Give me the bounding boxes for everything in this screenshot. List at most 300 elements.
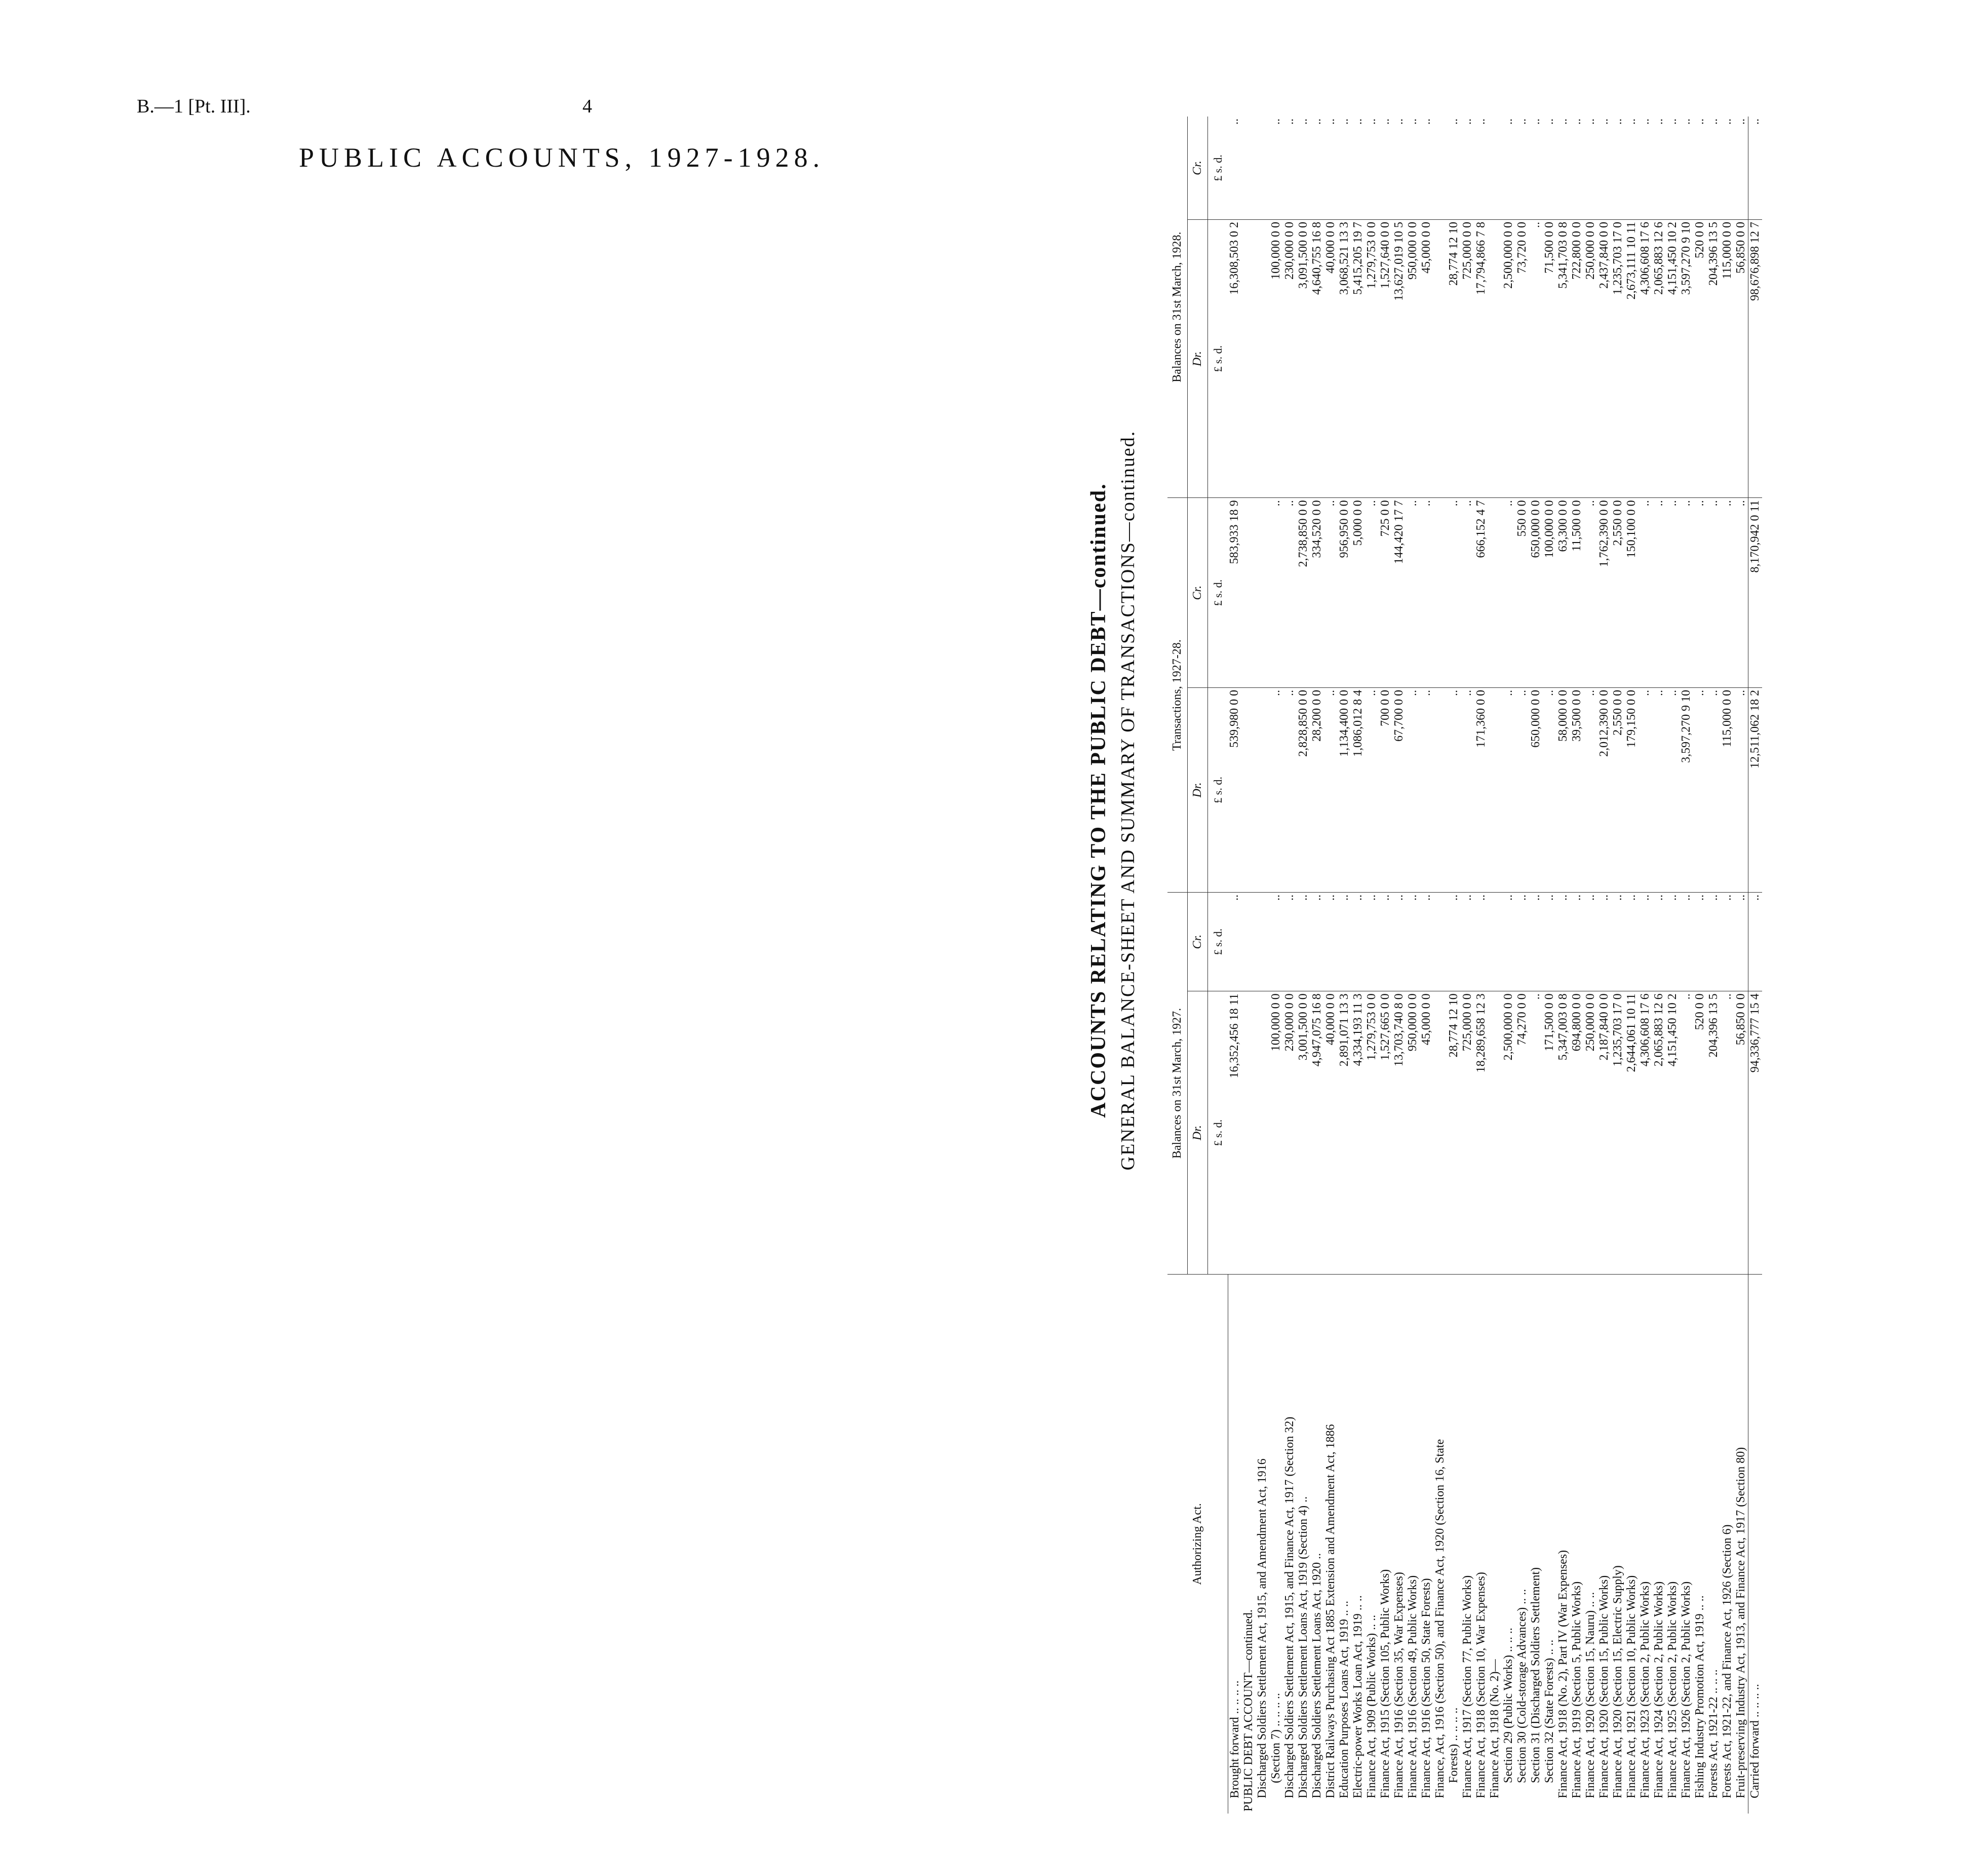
balance-sheet-table: [1167, 117, 1762, 1814]
col-balances-1927: Balances on 31st March, 1927.: [1167, 892, 1188, 1274]
cell-value: ..: [1379, 117, 1392, 219]
table-row: [1556, 117, 1570, 1814]
cell-value: 3,597,270 9 10: [1680, 219, 1693, 497]
cell-act: Finance Act, 1909 (Public Works) .. ..: [1365, 1614, 1378, 1798]
cell-act: Finance Act, 1918 (No. 2)—: [1488, 1659, 1501, 1798]
cell-value: ..: [1474, 892, 1488, 991]
cell-value: ..: [1515, 117, 1529, 219]
table-row: [1338, 117, 1351, 1814]
cell-value: ..: [1543, 687, 1556, 892]
cell-value: ..: [1529, 892, 1543, 991]
cell-value: 1,527,665 0 0: [1379, 991, 1392, 1275]
table-row: [1502, 117, 1515, 1814]
cell-value: ..: [1502, 117, 1515, 219]
cell-act: Finance Act, 1926 (Section 2, Public Works): [1679, 1581, 1693, 1798]
cell-value: ..: [1269, 892, 1283, 991]
cell-act: Electric-power Works Loan Act, 1919 .. ..: [1351, 1595, 1365, 1798]
cell-value: 2,828,850 0 0: [1297, 687, 1310, 892]
totals-row: [1748, 117, 1762, 1814]
cell-value: [1488, 991, 1502, 1275]
cell-value: ..: [1324, 892, 1338, 991]
cell-value: ..: [1597, 117, 1611, 219]
cell-act: Section 31 (Discharged Soldiers Settlement): [1529, 1567, 1542, 1783]
cell-value: ..: [1297, 892, 1310, 991]
table-row: [1242, 117, 1256, 1814]
units: £ s. d.: [1208, 498, 1228, 688]
cell-value: 4,640,755 16 8: [1310, 219, 1324, 497]
cell-value: ..: [1461, 892, 1474, 991]
cell-value: ..: [1392, 892, 1406, 991]
cell-value: ..: [1639, 498, 1652, 688]
table-row: [1611, 117, 1625, 1814]
cell-value: ..: [1351, 117, 1365, 219]
cell-value: 2,500,000 0 0: [1502, 219, 1515, 497]
cell-value: 722,800 0 0: [1570, 219, 1584, 497]
cell-value: ..: [1584, 117, 1597, 219]
cell-act: Finance Act, 1916 (Section 49, Public Works): [1406, 1575, 1419, 1798]
cell-value: 18,289,658 12 3: [1474, 991, 1488, 1275]
cell-value: 179,150 0 0: [1625, 687, 1639, 892]
table-row: [1584, 117, 1597, 1814]
cell-value: 4,151,450 10 2: [1666, 219, 1680, 497]
col-cr: Cr.: [1188, 117, 1208, 219]
cell-value: [1433, 117, 1447, 219]
cell-value: ..: [1584, 892, 1597, 991]
cell-value: 73,720 0 0: [1515, 219, 1529, 497]
cell-act: Fishing Industry Promotion Act, 1919 .. ..: [1693, 1595, 1706, 1798]
cell-value: ..: [1680, 117, 1693, 219]
cell-act: Finance Act, 1920 (Section 15, Public Works): [1597, 1575, 1611, 1798]
cell-act: Finance, Act, 1916 (Section 50), and Finance Act, 1920 (Section 16, State: [1433, 1439, 1447, 1798]
col-dr: Dr.: [1188, 219, 1208, 497]
cell-act: Finance Act, 1918 (No. 2), Part IV (War Expenses): [1556, 1550, 1570, 1798]
cell-value: 2,012,390 0 0: [1597, 687, 1611, 892]
cell-value: ..: [1365, 117, 1379, 219]
cell-value: ..: [1693, 498, 1707, 688]
cell-value: 28,774 12 10: [1447, 991, 1461, 1275]
cell-act: District Railways Purchasing Act 1885 Extension and Amendment Act, 1886: [1323, 1424, 1337, 1798]
cell-value: [1433, 991, 1447, 1275]
cell-value: ..: [1283, 498, 1297, 688]
cell-value: 28,200 0 0: [1310, 687, 1324, 892]
cell-value: ..: [1666, 117, 1680, 219]
cell-value: ..: [1570, 892, 1584, 991]
cell-value: [1242, 498, 1256, 688]
cell-value: 2,644,061 10 11: [1625, 991, 1639, 1275]
cell-value: ..: [1461, 117, 1474, 219]
page-number: 4: [582, 96, 592, 117]
cell-value: ..: [1693, 892, 1707, 991]
table-row: [1379, 117, 1392, 1814]
cell-value: ..: [1707, 687, 1721, 892]
rotated-table-block: [1086, 117, 1988, 1814]
cell-value: [1433, 892, 1447, 991]
table-body: [1228, 117, 1748, 1814]
cell-value: ..: [1502, 687, 1515, 892]
cell-value: 74,270 0 0: [1515, 991, 1529, 1275]
cell-value: ..: [1447, 687, 1461, 892]
cell-value: ..: [1652, 117, 1666, 219]
cell-value: 1,527,640 0 0: [1379, 219, 1392, 497]
table-subtitle: GENERAL BALANCE-SHEET AND SUMMARY OF TRANSACTIONS—continued.: [1117, 430, 1139, 1171]
cell-act: Education Purposes Loans Act, 1919 .. ..: [1337, 1601, 1351, 1798]
cell-value: 144,420 17 7: [1392, 498, 1406, 688]
cell-value: 334,520 0 0: [1310, 498, 1324, 688]
cell-value: 56,850 0 0: [1734, 991, 1748, 1275]
cell-value: ..: [1283, 687, 1297, 892]
cell-value: ..: [1734, 117, 1748, 219]
cell-value: ..: [1666, 892, 1680, 991]
cell-value: ..: [1283, 892, 1297, 991]
cell-value: 98,676,898 12 7: [1748, 219, 1762, 497]
cell-value: [1433, 498, 1447, 688]
cell-value: ..: [1297, 117, 1310, 219]
table-row: [1269, 117, 1283, 1814]
cell-value: [1256, 687, 1269, 892]
cell-value: [1242, 991, 1256, 1275]
cell-value: ..: [1324, 687, 1338, 892]
cell-act: Finance Act, 1918 (Section 10, War Expenses): [1474, 1572, 1488, 1798]
cell-value: 2,550 0 0: [1611, 687, 1625, 892]
units: £ s. d.: [1208, 117, 1228, 219]
cell-value: ..: [1365, 687, 1379, 892]
cell-act: Discharged Soldiers Settlement Loans Act, 1919 (Section 4) ..: [1296, 1496, 1310, 1798]
cell-value: 45,000 0 0: [1420, 219, 1433, 497]
cell-value: 58,000 0 0: [1556, 687, 1570, 892]
cell-value: ..: [1447, 498, 1461, 688]
cell-act: Discharged Soldiers Settlement Loans Act, 1920 ..: [1310, 1553, 1323, 1798]
cell-value: 520 0 0: [1693, 991, 1707, 1275]
cell-value: 1,279,753 0 0: [1365, 991, 1379, 1275]
cell-value: ..: [1734, 892, 1748, 991]
cell-value: ..: [1556, 892, 1570, 991]
cell-value: ..: [1447, 117, 1461, 219]
cell-value: 956,950 0 0: [1338, 498, 1351, 688]
document-reference: B.—1 [Pt. III].: [137, 96, 251, 117]
cell-value: 150,100 0 0: [1625, 498, 1639, 688]
cell-value: 1,762,390 0 0: [1597, 498, 1611, 688]
cell-act: Finance Act, 1924 (Section 2, Public Works): [1652, 1581, 1665, 1798]
cell-act: Carried forward .. .. .. ..: [1748, 1275, 1762, 1814]
cell-value: ..: [1625, 892, 1639, 991]
cell-value: 171,360 0 0: [1474, 687, 1488, 892]
cell-value: ..: [1556, 117, 1570, 219]
table-row: [1639, 117, 1652, 1814]
table-row: [1515, 117, 1529, 1814]
cell-value: 67,700 0 0: [1392, 687, 1406, 892]
cell-value: 56,850 0 0: [1734, 219, 1748, 497]
table-row: [1433, 117, 1447, 1814]
cell-value: 16,352,456 18 11: [1228, 991, 1242, 1275]
units: £ s. d.: [1208, 892, 1228, 991]
cell-act: Finance Act, 1920 (Section 15, Nauru) .. ..: [1583, 1592, 1597, 1798]
col-dr: Dr.: [1188, 687, 1208, 892]
cell-value: 2,500,000 0 0: [1502, 991, 1515, 1275]
cell-value: [1433, 687, 1447, 892]
cell-value: 40,000 0 0: [1324, 991, 1338, 1275]
cell-value: ..: [1680, 991, 1693, 1275]
cell-act: Brought forward .. .. .. ..: [1228, 1680, 1241, 1798]
cell-value: ..: [1529, 219, 1543, 497]
cell-value: 230,000 0 0: [1283, 219, 1297, 497]
cell-value: ..: [1570, 117, 1584, 219]
cell-value: 950,000 0 0: [1406, 219, 1420, 497]
table-row: [1734, 117, 1748, 1814]
cell-value: 2,065,883 12 6: [1652, 991, 1666, 1275]
cell-act: Finance Act, 1923 (Section 2, Public Works): [1638, 1581, 1652, 1798]
cell-value: ..: [1721, 498, 1734, 688]
table-row: [1543, 117, 1556, 1814]
cell-value: ..: [1310, 892, 1324, 991]
cell-value: ..: [1502, 892, 1515, 991]
cell-value: 1,134,400 0 0: [1338, 687, 1351, 892]
cell-act: Finance Act, 1916 (Section 35, War Expenses): [1392, 1572, 1406, 1798]
cell-value: 8,170,942 0 11: [1748, 498, 1762, 688]
units: £ s. d.: [1208, 991, 1228, 1275]
table-row: [1256, 117, 1269, 1814]
cell-value: [1256, 498, 1269, 688]
cell-value: ..: [1228, 892, 1242, 991]
col-cr: Cr.: [1188, 498, 1208, 688]
cell-value: [1256, 991, 1269, 1275]
cell-value: ..: [1680, 892, 1693, 991]
cell-act: Discharged Soldiers Settlement Act, 1915, and Amendment Act, 1916: [1255, 1458, 1269, 1798]
table-row: [1351, 117, 1365, 1814]
cell-value: ..: [1365, 892, 1379, 991]
cell-value: ..: [1529, 991, 1543, 1275]
cell-value: ..: [1515, 687, 1529, 892]
cell-value: ..: [1721, 117, 1734, 219]
cell-value: 16,308,503 0 2: [1228, 219, 1242, 497]
cell-value: 171,500 0 0: [1543, 991, 1556, 1275]
cell-value: 40,000 0 0: [1324, 219, 1338, 497]
cell-value: ..: [1420, 117, 1433, 219]
cell-value: ..: [1406, 687, 1420, 892]
cell-value: ..: [1392, 117, 1406, 219]
cell-value: 666,152 4 7: [1474, 498, 1488, 688]
cell-value: 3,068,521 13 3: [1338, 219, 1351, 497]
table-row: [1721, 117, 1734, 1814]
cell-value: 12,511,062 18 2: [1748, 687, 1762, 892]
cell-value: 5,000 0 0: [1351, 498, 1365, 688]
cell-value: ..: [1474, 117, 1488, 219]
cell-value: [1488, 498, 1502, 688]
cell-value: ..: [1420, 687, 1433, 892]
cell-value: ..: [1365, 498, 1379, 688]
cell-value: [1488, 687, 1502, 892]
cell-value: ..: [1324, 498, 1338, 688]
cell-value: ..: [1693, 117, 1707, 219]
cell-value: ..: [1693, 687, 1707, 892]
cell-value: 2,891,071 13 3: [1338, 991, 1351, 1275]
cell-act: Section 32 (State Forests) .. ..: [1542, 1639, 1556, 1783]
cell-value: 650,000 0 0: [1529, 687, 1543, 892]
cell-value: 4,334,193 11 3: [1351, 991, 1365, 1275]
cell-value: ..: [1639, 687, 1652, 892]
cell-value: 71,500 0 0: [1543, 219, 1556, 497]
cell-value: ..: [1269, 498, 1283, 688]
table-row: [1283, 117, 1297, 1814]
cell-value: [1433, 219, 1447, 497]
table-row: [1693, 117, 1707, 1814]
cell-value: ..: [1447, 892, 1461, 991]
cell-value: 539,980 0 0: [1228, 687, 1242, 892]
table-title: ACCOUNTS RELATING TO THE PUBLIC DEBT—continued.: [1087, 483, 1110, 1118]
table-row: [1597, 117, 1611, 1814]
cell-value: 1,235,703 17 0: [1611, 991, 1625, 1275]
cell-value: [1242, 892, 1256, 991]
cell-value: 694,800 0 0: [1570, 991, 1584, 1275]
cell-act: Finance Act, 1921 (Section 10, Public Works): [1624, 1575, 1638, 1798]
cell-value: [1242, 687, 1256, 892]
cell-value: 28,774 12 10: [1447, 219, 1461, 497]
cell-value: ..: [1721, 892, 1734, 991]
cell-value: 550 0 0: [1515, 498, 1529, 688]
table-row: [1680, 117, 1693, 1814]
cell-value: [1256, 892, 1269, 991]
cell-value: [1242, 117, 1256, 219]
cell-value: ..: [1748, 892, 1762, 991]
cell-value: 3,001,500 0 0: [1297, 991, 1310, 1275]
cell-act: Finance Act, 1920 (Section 15, Electric Supply): [1611, 1565, 1624, 1798]
cell-value: ..: [1707, 892, 1721, 991]
cell-value: 725,000 0 0: [1461, 991, 1474, 1275]
cell-act: Forests Act, 1921-22, and Finance Act, 1926 (Section 6): [1720, 1524, 1734, 1798]
cell-value: ..: [1228, 117, 1242, 219]
cell-value: ..: [1652, 892, 1666, 991]
cell-value: 4,306,608 17 6: [1639, 991, 1652, 1275]
cell-value: ..: [1652, 498, 1666, 688]
cell-value: 2,673,111 10 11: [1625, 219, 1639, 497]
cell-value: ..: [1269, 687, 1283, 892]
table-row: [1529, 117, 1543, 1814]
cell-value: ..: [1625, 117, 1639, 219]
table-row: [1297, 117, 1310, 1814]
table-row: [1420, 117, 1433, 1814]
cell-act: Section 30 (Cold-storage Advances) .. ..: [1515, 1589, 1529, 1783]
cell-value: ..: [1734, 498, 1748, 688]
table-row: [1488, 117, 1502, 1814]
col-cr: Cr.: [1188, 892, 1208, 991]
table-row: [1324, 117, 1338, 1814]
cell-value: ..: [1734, 687, 1748, 892]
cell-value: 1,235,703 17 0: [1611, 219, 1625, 497]
cell-value: ..: [1338, 117, 1351, 219]
cell-value: 100,000 0 0: [1269, 219, 1283, 497]
cell-value: ..: [1269, 117, 1283, 219]
cell-value: ..: [1324, 117, 1338, 219]
cell-value: ..: [1584, 498, 1597, 688]
cell-value: 520 0 0: [1693, 219, 1707, 497]
table-row: [1461, 117, 1474, 1814]
cell-value: [1488, 219, 1502, 497]
cell-value: [1256, 219, 1269, 497]
cell-value: 13,627,019 10 5: [1392, 219, 1406, 497]
cell-act: Finance Act, 1916 (Section 50, State Forests): [1419, 1578, 1433, 1798]
cell-value: ..: [1584, 687, 1597, 892]
cell-act: (Section 7) .. .. .. ..: [1269, 1693, 1282, 1783]
cell-value: 63,300 0 0: [1556, 498, 1570, 688]
cell-value: 204,396 13 5: [1707, 991, 1721, 1275]
cell-value: ..: [1283, 117, 1297, 219]
cell-value: 725 0 0: [1379, 498, 1392, 688]
cell-value: 17,794,866 7 8: [1474, 219, 1488, 497]
units: £ s. d.: [1208, 219, 1228, 497]
cell-value: 250,000 0 0: [1584, 991, 1597, 1275]
cell-value: 100,000 0 0: [1543, 498, 1556, 688]
cell-value: 2,550 0 0: [1611, 498, 1625, 688]
cell-value: ..: [1652, 687, 1666, 892]
cell-value: ..: [1351, 892, 1365, 991]
page-title: PUBLIC ACCOUNTS, 1927-1928.: [299, 142, 825, 173]
cell-value: ..: [1721, 991, 1734, 1275]
cell-act: Finance Act, 1917 (Section 77, Public Works): [1460, 1575, 1474, 1798]
cell-value: 230,000 0 0: [1283, 991, 1297, 1275]
cell-value: ..: [1515, 892, 1529, 991]
cell-value: 2,738,850 0 0: [1297, 498, 1310, 688]
units: £ s. d.: [1208, 687, 1228, 892]
cell-value: 13,703,740 8 0: [1392, 991, 1406, 1275]
table-row: [1474, 117, 1488, 1814]
cell-value: 2,187,840 0 0: [1597, 991, 1611, 1275]
col-authorizing-act: Authorizing Act.: [1167, 1275, 1228, 1814]
cell-value: [1488, 892, 1502, 991]
cell-value: ..: [1461, 498, 1474, 688]
cell-value: 650,000 0 0: [1529, 498, 1543, 688]
cell-value: ..: [1406, 117, 1420, 219]
table-row: [1707, 117, 1721, 1814]
cell-act: Section 29 (Public Works) .. .. ..: [1501, 1628, 1515, 1783]
cell-value: 4,151,450 10 2: [1666, 991, 1680, 1275]
cell-value: ..: [1379, 892, 1392, 991]
cell-value: 583,933 18 9: [1228, 498, 1242, 688]
cell-value: ..: [1680, 498, 1693, 688]
cell-value: ..: [1420, 498, 1433, 688]
cell-value: ..: [1338, 892, 1351, 991]
col-dr: Dr.: [1188, 991, 1208, 1275]
cell-value: ..: [1406, 892, 1420, 991]
cell-value: 100,000 0 0: [1269, 991, 1283, 1275]
cell-act: Finance Act, 1919 (Section 5, Public Works): [1570, 1581, 1583, 1798]
cell-act: Forests) .. .. .. ..: [1447, 1707, 1460, 1783]
cell-value: 725,000 0 0: [1461, 219, 1474, 497]
cell-value: 94,336,777 15 4: [1748, 991, 1762, 1275]
cell-value: 3,091,500 0 0: [1297, 219, 1310, 497]
cell-value: 4,306,608 17 6: [1639, 219, 1652, 497]
cell-value: ..: [1611, 892, 1625, 991]
table-row: [1652, 117, 1666, 1814]
cell-value: ..: [1611, 117, 1625, 219]
cell-value: ..: [1707, 117, 1721, 219]
cell-value: 1,279,753 0 0: [1365, 219, 1379, 497]
cell-value: ..: [1420, 892, 1433, 991]
cell-value: [1488, 117, 1502, 219]
cell-value: ..: [1310, 117, 1324, 219]
table-row: [1570, 117, 1584, 1814]
cell-value: 5,347,003 0 8: [1556, 991, 1570, 1275]
cell-value: 115,000 0 0: [1721, 219, 1734, 497]
cell-value: ..: [1639, 117, 1652, 219]
cell-value: ..: [1502, 498, 1515, 688]
cell-value: 2,065,883 12 6: [1652, 219, 1666, 497]
cell-act: Fruit-preserving Industry Act, 1913, and Finance Act, 1917 (Section 80): [1734, 1447, 1747, 1798]
cell-value: ..: [1666, 687, 1680, 892]
table-row: [1310, 117, 1324, 1814]
cell-value: 4,947,075 16 8: [1310, 991, 1324, 1275]
cell-value: 700 0 0: [1379, 687, 1392, 892]
table-row: [1228, 117, 1242, 1814]
col-balances-1928: Balances on 31st March, 1928.: [1167, 117, 1188, 498]
